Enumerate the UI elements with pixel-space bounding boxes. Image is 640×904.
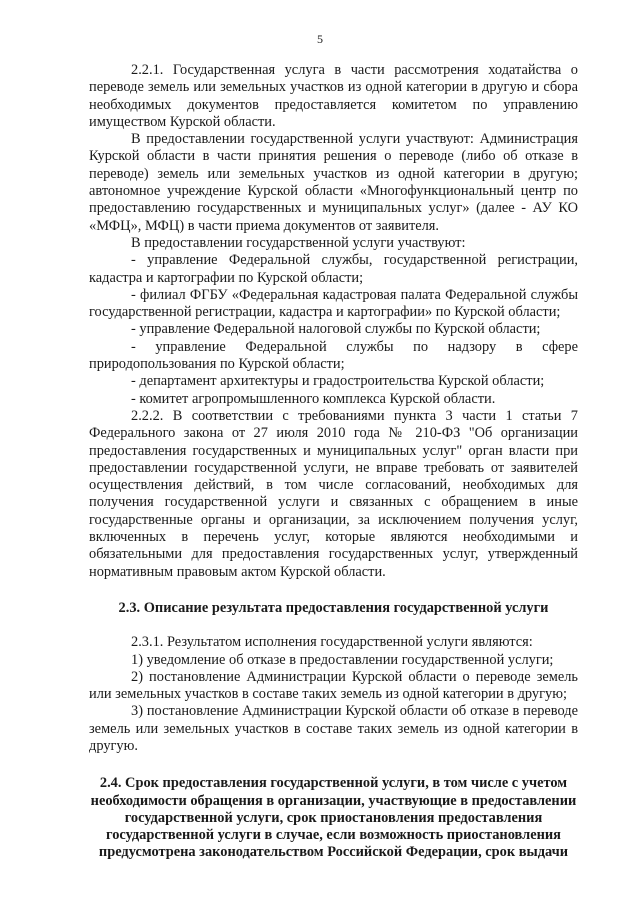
spacer xyxy=(89,617,578,634)
paragraph-2-3-1: 2.3.1. Результатом исполнения государственной услуги являются: xyxy=(131,634,533,651)
list-item-rosreestr: - управление Федеральной службы, государственной регистрации, кадастра и картографии по Курской области; xyxy=(89,252,578,286)
result-item-2: 2) постановление Администрации Курской области о переводе земель или земельных участков в составе таких земель из одной категории в другую; xyxy=(89,668,578,703)
paragraph-participants-intro: В предоставлении государственной услуги участвуют: xyxy=(131,234,466,251)
paragraph-2-2-2: 2.2.2. В соответствии с требованиями пункта 3 части 1 статьи 7 Федерального закона от 27 июля 2010 года № 210-ФЗ "Об организации предоставления государственных и муниципальных услуг" орган власти при предоставлении государственной услуги, не вправе требовать от заявителей осуществления действий, в том числе согласований, необходимых для получения государственной услуги и связанных с обращением в иные государственные органы и организации, за исключением получения услуг, включенных в перечень услуг, которые являются необходимыми и обязательными для предоставления государственных услуг, утвержденный нормативным правовым актом Курской области. xyxy=(89,407,578,580)
list-item-architecture-department: - департамент архитектуры и градостроительства Курской области; xyxy=(131,373,545,390)
document-body xyxy=(89,62,578,862)
section-heading-2-3: 2.3. Описание результата предоставления государственной услуги xyxy=(118,599,549,616)
list-item-nature-supervision: - управление Федеральной службы по надзору в сфере природопользования по Курской области; xyxy=(89,338,578,373)
spacer xyxy=(89,581,578,600)
list-item-cadastral-chamber: - филиал ФГБУ «Федеральная кадастровая палата Федеральной службы государственной регистрации, кадастра и картографии» по Курской области; xyxy=(89,286,578,321)
spacer xyxy=(89,755,578,775)
section-heading-2-4: 2.4. Срок предоставления государственной услуги, в том числе с учетом необходимости обращения в организации, участвующие в предоставлении государственной услуги, срок приостановления предоставления государственной услуги в случае, если возможность приостановления предусмотрена законодательством Российской Федерации, срок выдачи xyxy=(90,775,577,861)
result-item-1: 1) уведомление об отказе в предоставлении государственной услуги; xyxy=(131,651,554,668)
list-item-tax-service: - управление Федеральной налоговой службы по Курской области; xyxy=(131,321,541,338)
list-item-agro-committee: - комитет агропромышленного комплекса Курской области. xyxy=(131,390,496,407)
paragraph-participants-admin: В предоставлении государственной услуги участвуют: Администрация Курской области в части принятия решения о переводе (либо об отказе в переводе) земель или земельных участков из одной категории в другую; автономное учреждение Курской области «Многофункциональный центр по предоставлению государственных и муниципальных услуг» (далее - АУ КО «МФЦ», МФЦ) в части приема документов от заявителя. xyxy=(89,131,578,234)
page-number: 5 xyxy=(317,32,323,46)
result-item-3: 3) постановление Администрации Курской области об отказе в переводе земель или земельных участков в составе таких земель из одной категории в другую. xyxy=(89,703,578,754)
paragraph-2-2-1: 2.2.1. Государственная услуга в части рассмотрения ходатайства о переводе земель или земельных участков из одной категории в другую и сбора необходимых документов предоставляется комитетом по управлению имуществом Курской области. xyxy=(89,62,578,130)
